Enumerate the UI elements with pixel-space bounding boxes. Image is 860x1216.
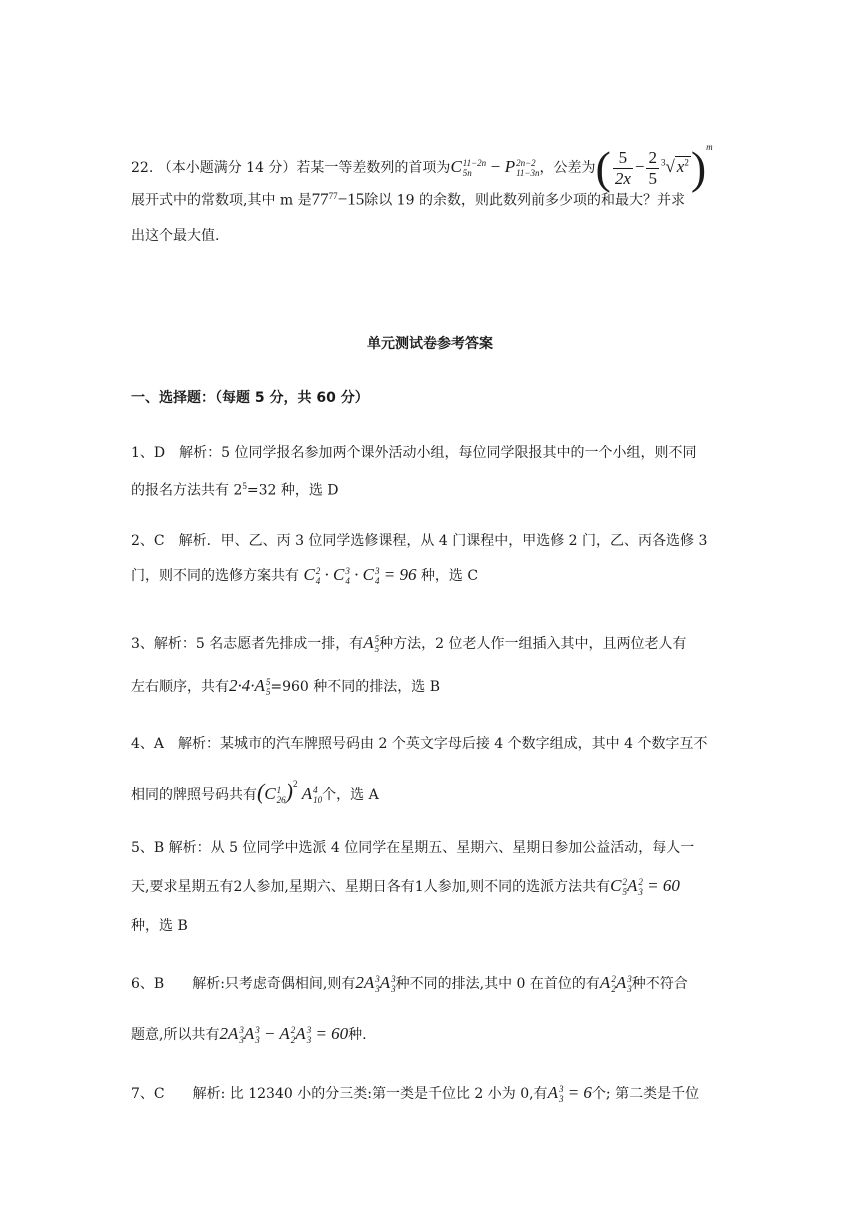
a2-line2 <box>131 565 478 586</box>
a2-post: 种，选 C <box>420 568 479 584</box>
a5-line2 <box>131 876 680 897</box>
p-scripts <box>516 158 539 178</box>
a6-pre2: 题意,所以共有 <box>131 1027 220 1043</box>
a6-val: = 60 <box>315 1024 349 1043</box>
a7-line1 <box>131 1083 699 1104</box>
root-exp: 2 <box>684 157 689 168</box>
a5-pre: 天,要求星期五有2人参加,星期六、星期日各有1人参加,则不同的选派方法共有 <box>131 879 611 895</box>
a6-expr1: 2A 3 3 A 3 3 <box>355 973 396 995</box>
a5-line3: 种，选 B <box>131 918 188 934</box>
right-paren: ) <box>690 142 707 193</box>
a7-val: = 6 <box>567 1083 592 1102</box>
a1-sup: 5 <box>242 481 247 491</box>
cube-root: $^3$√ $x^2$ <box>660 157 689 176</box>
frac2-num: 2 <box>648 147 657 167</box>
root-body: x <box>676 157 685 176</box>
a6-post: 种不符合 <box>631 976 688 992</box>
a1-post: =32 种，选 D <box>246 482 339 499</box>
a4-line2 <box>131 774 379 805</box>
a3-line2 <box>131 676 440 697</box>
a5-expr: C 2 5 A 2 3 = 60 <box>610 876 680 898</box>
minus-15: −15 <box>337 189 365 209</box>
a6-line2 <box>131 1024 367 1045</box>
a7-expr: A 3 3 = 6 <box>547 1083 592 1105</box>
p-sup: 2n−2 <box>516 158 536 168</box>
a2-expr: C 2 4 · C 3 4 · C 3 4 = 96 <box>303 565 417 587</box>
a2-line1: 2、C 解析．甲、乙、丙 3 位同学选修课程，从 4 门课程中，甲选修 2 门，乙、丙各选修 3 <box>131 533 708 549</box>
answers-title: 单元测试卷参考答案 <box>367 336 493 352</box>
c-sub: 5n <box>462 168 472 178</box>
root-index: 3 <box>660 157 666 168</box>
a1-line2 <box>131 476 339 501</box>
c-scripts <box>463 158 486 178</box>
a3-line1 <box>131 633 687 654</box>
a1-line1: 1、D 解析：5 位同学报名参加两个课外活动小组，每位同学限报其中的一个小组，则不同 <box>131 445 697 461</box>
a4-post: 个，选 A <box>322 787 379 803</box>
a7-pre: 7、C 解析: 比 12340 小的分三类:第一类是千位比 2 小为 0,有 <box>131 1086 548 1102</box>
a3-pre2: 左右顺序，共有 <box>131 679 229 695</box>
section-title: 一、选择题：（每题 5 分，共 60 分） <box>131 390 369 406</box>
a6-expr3: 2A 3 3 A 3 3 − A 2 2 A 3 3 = 60 <box>219 1024 349 1046</box>
a5-val: = 60 <box>647 876 680 895</box>
fraction-1 <box>613 148 633 189</box>
a3-post: 种方法，2 位老人作一组插入其中，且两位老人有 <box>379 636 687 652</box>
a6-expr2: A 2 2 A 3 3 <box>599 973 632 995</box>
math-c: C <box>450 157 462 176</box>
a3-a55: A 5 5 <box>363 633 380 655</box>
a6-pre: 6、B 解析:只考虑奇偶相间,则有 <box>131 976 356 992</box>
outer-exp: m <box>706 142 713 152</box>
a7-post: 个; 第二类是千位 <box>591 1086 700 1102</box>
p-sub: 11−3n <box>516 168 540 178</box>
num-77-exp: 77 <box>328 191 338 201</box>
a4-pre: 相同的牌照号码共有 <box>131 787 257 803</box>
frac2-den: 5 <box>648 168 657 188</box>
q22-line2 <box>131 186 685 211</box>
math-minus: − <box>490 157 501 176</box>
frac1-den: 2x <box>614 168 631 188</box>
q22-line2-suffix: 除以 19 的余数，则此数列前多少项的和最大？并求 <box>364 192 685 209</box>
q22-line3: 出这个最大值. <box>131 228 220 244</box>
a3-expr: 2·4·A 5 5 <box>229 676 271 698</box>
q22-line1 <box>131 127 713 193</box>
a4-line1: 4、A 解析：某城市的汽车牌照号码由 2 个英文字母后接 4 个数字组成，其中 4 个数字互不 <box>131 736 708 752</box>
a3-pre: 3、解析：5 名志愿者先排成一排，有 <box>131 636 364 652</box>
a3-post2: =960 种不同的排法，选 B <box>270 679 441 695</box>
q22-prefix: 22. （本小题满分 14 分）若某一等差数列的首项为 <box>131 160 451 176</box>
math-p: P <box>504 157 516 176</box>
a6-mid: 种不同的排法,其中 0 在首位的有 <box>395 976 600 992</box>
a5-line1: 5、B 解析：从 5 位同学中选派 4 位同学在星期五、星期六、星期日参加公益活动，每人一 <box>131 840 695 856</box>
q22-mid: ，公差为 <box>539 160 596 176</box>
left-paren: ( <box>595 142 611 193</box>
a1-pre: 的报名方法共有 2 <box>131 482 243 499</box>
a2-pre: 门，则不同的选修方案共有 <box>131 568 299 584</box>
a4-expr: (C 1 26 )$^2$ A 4 10 <box>257 779 323 806</box>
num-77: 77 <box>311 189 329 209</box>
q22-line2-prefix: 展开式中的常数项,其中 m 是 <box>131 192 312 209</box>
frac1-num: 5 <box>613 148 633 169</box>
fraction-2 <box>646 148 659 189</box>
math-minus-2: − <box>634 157 645 176</box>
a6-post2: 种. <box>348 1027 367 1043</box>
c-sup: 11−2n <box>462 158 487 168</box>
a6-line1 <box>131 973 688 994</box>
